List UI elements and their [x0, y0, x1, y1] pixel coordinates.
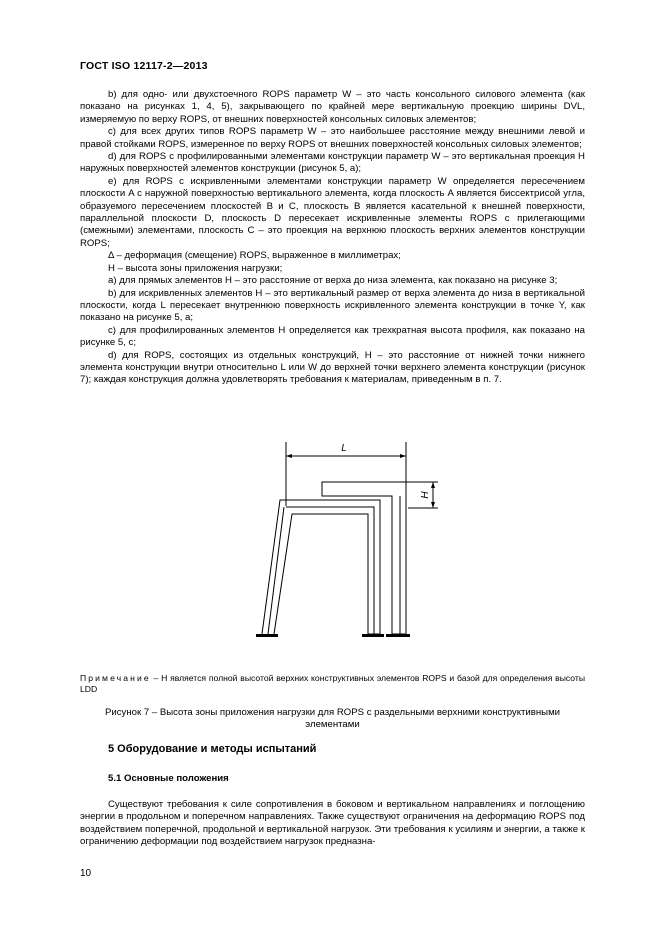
figure-7-diagram — [232, 436, 452, 646]
paragraph: Δ – деформация (смещение) ROPS, выраженное в миллиметрах; — [108, 250, 401, 262]
label-l: L — [341, 443, 347, 454]
base-plate — [386, 634, 410, 637]
subsection-title: 5.1 Основные положения — [108, 773, 229, 784]
section-title: 5 Оборудование и методы испытаний — [108, 743, 317, 755]
figure-note — [80, 673, 585, 696]
label-h: H — [420, 491, 431, 499]
arrow-head — [431, 502, 435, 508]
lower-structure-inner-line — [286, 507, 374, 634]
arrow-head — [286, 454, 292, 458]
section-text — [80, 799, 585, 849]
arrow-head — [400, 454, 406, 458]
note-text: – H является полной высотой верхних конструктивных элементов ROPS и базой для определения высоты LDD — [80, 673, 585, 695]
arrow-head — [431, 482, 435, 488]
paragraph: H – высота зоны приложения нагрузки; — [108, 262, 283, 274]
paragraph: c) для всех других типов ROPS параметр W – это наибольшее расстояние между внешними левой и правой стойками ROPS, измеренное по верху ROPS от внешних поверхностей консольных силовых элементов; — [80, 126, 585, 150]
paragraph: d) для ROPS, состоящих из отдельных конструкций, H – это расстояние от нижней точки нижнего элемента конструкции внутри относительно L или W до верхней точки верхнего элемента конструкции (рисунок 7); каждая конструкция должна удовлетворять требования к материалам, приведенным в п. 7. — [80, 349, 585, 386]
paragraph: a) для прямых элементов H – это расстояние от верха до низа элемента, как показано на рисунке 3; — [108, 275, 558, 287]
paragraph: Существуют требования к силе сопротивления в боковом и вертикальном направлениях и поглощению энергии в продольном и поперечном направлениях. Также существуют ограничения на деформацию ROPS под воздействием поперечной, продольной и вертикальной нагрузок. Эти требования к усилиям и энергии, а также к ограничению деформации под воздействием нагрузок предназна- — [80, 799, 585, 848]
base-plate — [362, 634, 384, 637]
figure-caption: Рисунок 7 – Высота зоны приложения нагрузки для ROPS с раздельными верхними конструктивными элементами — [104, 707, 561, 731]
body-text — [80, 89, 585, 387]
rops-diagram — [232, 436, 452, 646]
paragraph: b) для искривленных элементов H – это вертикальный размер от верха элемента до низа в вертикальной плоскости, когда L пересекает внутреннюю поверхность искривленного элемента конструкции в точке Y, как показано на рисунке 5, a; — [80, 287, 585, 324]
document-header: ГОСТ ISO 12117-2—2013 — [80, 60, 208, 72]
upper-structure — [322, 482, 406, 634]
base-plate — [256, 634, 278, 637]
page-number: 10 — [80, 868, 92, 879]
paragraph: c) для профилированных элементов H определяется как трехкратная высота профиля, как показано на рисунке 5, c; — [80, 324, 585, 349]
note-prefix: Примечание — [80, 673, 151, 683]
lower-structure — [262, 500, 380, 634]
paragraph: d) для ROPS с профилированными элементами конструкции параметр W – это вертикальная проекция H наружных поверхностей элементов конструкции (рисунок 5, a); — [80, 151, 585, 175]
paragraph: b) для одно- или двухстоечного ROPS параметр W – это часть консольного силового элемента (как показано на рисунках 1, 4, 5), закрывающего по крайней мере вертикальную проекцию ширины DVL, измеряемую по верху ROPS, от внешних поверхностей консольных силовых элементов; — [80, 89, 585, 125]
paragraph: e) для ROPS с искривленными элементами конструкции параметр W определяется пересечением плоскости A с наружной поверхностью вертикального элемента, когда плоскость A является биссектрисой угла, образуемого пересечением плоскостей B и C, плоскость B является касательной к внешней поверхности, параллельной плоскости D, плоскость D пересекает искривленные элементы ROPS с прилегающими (смежными) элементами, плоскость C – это проекция на верхнюю плоскость верхних элементов конструкции ROPS; — [80, 175, 585, 249]
